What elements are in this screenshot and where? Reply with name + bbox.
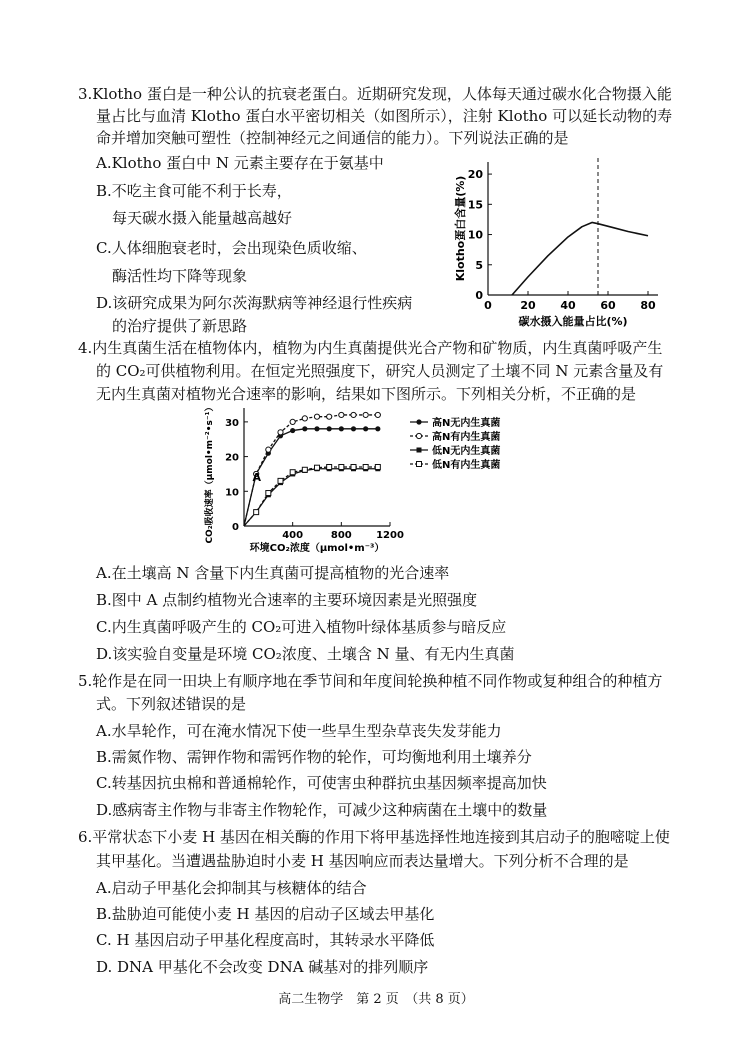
page-footer: 高二生物学 第 2 页 （共 8 页） (278, 992, 474, 1007)
series-0-point-4 (290, 428, 295, 433)
series-0-point-5 (302, 426, 307, 431)
q3-option-a: A.Klotho 蛋白中 N 元素主要存在于氨基中 (96, 154, 384, 172)
series-1-point-4 (290, 419, 295, 424)
series-1-point-2 (266, 447, 271, 452)
co2-chart (200, 398, 530, 558)
y-tick-label-3: 15 (467, 198, 483, 212)
legend-marker-1 (416, 433, 421, 438)
legend-marker-3 (417, 462, 422, 467)
x-tick-label-3: 60 (600, 299, 616, 312)
q3-option-b-cont: 每天碳水摄入能量越高越好 (112, 209, 293, 227)
q4-stem-line-2: 的 CO₂可供植物利用。在恒定光照强度下，研究人员测定了土壤不同 N 元素含量及有 (96, 362, 664, 380)
series-0-point-7 (327, 426, 332, 431)
q5-option-d: D.感病寄主作物与非寄主作物轮作，可减少这种病菌在土壤中的数量 (96, 801, 548, 819)
legend-marker-2 (417, 448, 422, 453)
series-1-point-9 (351, 412, 356, 417)
x-tick-label-2: 1200 (376, 530, 404, 541)
q4-stem-line-1: 4.内生真菌生活在植物体内，植物为内生真菌提供光合产物和矿物质，内生真菌呼吸产生 (78, 339, 663, 357)
q4-option-d: D.该实验自变量是环境 CO₂浓度、土壤含 N 量、有无内生真菌 (96, 645, 515, 663)
legend-label-0: 高N无内生真菌 (432, 418, 501, 429)
series-3-point-5 (302, 467, 307, 472)
x-axis-label: 环境CO₂浓度（μmol•m⁻³） (249, 543, 385, 554)
x-tick-label-2: 40 (560, 299, 576, 312)
series-3-point-4 (290, 470, 295, 475)
y-tick-label-0: 0 (232, 522, 239, 533)
x-axis-label: 碳水摄入能量占比(%) (518, 315, 628, 328)
q6-option-d: D. DNA 甲基化不会改变 DNA 碱基对的排列顺序 (96, 958, 429, 976)
q3-option-d: D.该研究成果为阿尔茨海默病等神经退行性疾病 (96, 294, 413, 312)
series-0-point-11 (375, 426, 380, 431)
x-tick-label-1: 20 (520, 299, 536, 312)
series-3-point-3 (278, 478, 283, 483)
q4-option-c: C.内生真菌呼吸产生的 CO₂可进入植物叶绿体基质参与暗反应 (96, 618, 507, 636)
series-0-point-6 (314, 426, 319, 431)
legend-label-1: 高N有内生真菌 (432, 432, 501, 443)
point-a-label: A (252, 470, 262, 484)
q3-stem-line-2: 量占比与血清 Klotho 蛋白水平密切相关（如图所示），注射 Klotho 可以延长动物的寿 (96, 107, 673, 125)
q5-option-a: A.水旱轮作，可在淹水情况下使一些旱生型杂草丧失发芽能力 (96, 722, 502, 740)
q4-stem-line-3: 无内生真菌对植物光合速率的影响，结果如下图所示。下列相关分析，不正确的是 (96, 385, 637, 403)
y-tick-label-1: 5 (475, 258, 483, 272)
x-tick-label-0: 400 (282, 530, 304, 541)
series-3-point-9 (351, 465, 356, 470)
y-tick-label-2: 10 (467, 228, 483, 242)
series-3-point-6 (315, 465, 320, 470)
klotho-chart (448, 150, 668, 330)
series-line-klotho (512, 222, 648, 295)
series-3-point-2 (266, 491, 271, 496)
y-axis-label: CO₂吸收速率（μmol•m⁻²•s⁻¹） (205, 402, 215, 544)
q3-stem-line-3: 命并增加突触可塑性（控制神经元之间通信的能力）。下列说法正确的是 (96, 129, 569, 147)
series-3-point-7 (327, 465, 332, 470)
series-3-point-10 (363, 465, 368, 470)
legend-label-3: 低N有内生真菌 (432, 460, 501, 471)
series-1-point-7 (327, 414, 332, 419)
series-1-point-3 (278, 430, 283, 435)
q3-option-d-cont: 的治疗提供了新思路 (112, 317, 248, 335)
series-0-point-9 (351, 426, 356, 431)
y-tick-label-2: 20 (225, 452, 239, 464)
q3-option-b: B.不吃主食可能不利于长寿， (96, 182, 292, 200)
q5-option-b: B.需氮作物、需钾作物和需钙作物的轮作，可均衡地利用土壤养分 (96, 748, 532, 766)
x-tick-label-0: 0 (484, 299, 492, 312)
y-tick-label-0: 0 (475, 289, 483, 302)
series-3-point-1 (254, 510, 259, 515)
q6-stem-line-1: 6.平常状态下小麦 H 基因在相关酶的作用下将甲基选择性地连接到其启动子的胞嘧啶上使 (78, 828, 670, 846)
y-tick-label-4: 20 (467, 168, 483, 182)
q4-option-a: A.在土壤高 N 含量下内生真菌可提高植物的光合速率 (96, 564, 450, 582)
y-axis-label: Klotho蛋白含量(%) (454, 175, 467, 282)
q6-option-c: C. H 基因启动子甲基化程度高时，其转录水平降低 (96, 931, 435, 949)
series-line-0 (244, 429, 378, 526)
series-3-point-8 (339, 465, 344, 470)
x-tick-label-1: 800 (330, 530, 352, 541)
x-tick-label-4: 80 (640, 299, 656, 312)
q6-option-a: A.启动子甲基化会抑制其与核糖体的结合 (96, 879, 367, 897)
series-0-point-8 (339, 426, 344, 431)
legend-marker-0 (416, 419, 421, 424)
y-tick-label-3: 30 (225, 417, 239, 429)
series-1-point-5 (302, 416, 307, 421)
series-1-point-8 (339, 412, 344, 417)
series-1-point-10 (363, 412, 368, 417)
q5-stem-line-2: 式。下列叙述错误的是 (96, 695, 247, 713)
series-line-2 (244, 469, 378, 526)
q3-stem-line-1: 3.Klotho 蛋白是一种公认的抗衰老蛋白。近期研究发现，人体每天通过碳水化合物摄入能 (78, 85, 672, 103)
q6-stem-line-2: 其甲基化。当遭遇盐胁迫时小麦 H 基因响应而表达量增大。下列分析不合理的是 (96, 852, 629, 870)
q5-stem-line-1: 5.轮作是在同一田块上有顺序地在季节间和年度间轮换种植不同作物或复种组合的种植方 (78, 672, 663, 690)
y-tick-label-1: 10 (225, 487, 239, 499)
series-line-1 (244, 415, 378, 526)
series-0-point-10 (363, 426, 368, 431)
legend-label-2: 低N无内生真菌 (432, 446, 501, 457)
q3-option-c: C.人体细胞衰老时，会出现染色质收缩、 (96, 239, 367, 257)
q5-option-c: C.转基因抗虫棉和普通棉轮作，可使害虫种群抗虫基因频率提高加快 (96, 774, 547, 792)
q4-option-b: B.图中 A 点制约植物光合速率的主要环境因素是光照强度 (96, 591, 478, 609)
series-1-point-11 (375, 412, 380, 417)
q3-option-c-cont: 酶活性均下降等现象 (112, 267, 248, 285)
series-1-point-6 (314, 414, 319, 419)
series-3-point-11 (375, 465, 380, 470)
series-line-3 (244, 467, 378, 526)
q6-option-b: B.盐胁迫可能使小麦 H 基因的启动子区域去甲基化 (96, 905, 435, 923)
